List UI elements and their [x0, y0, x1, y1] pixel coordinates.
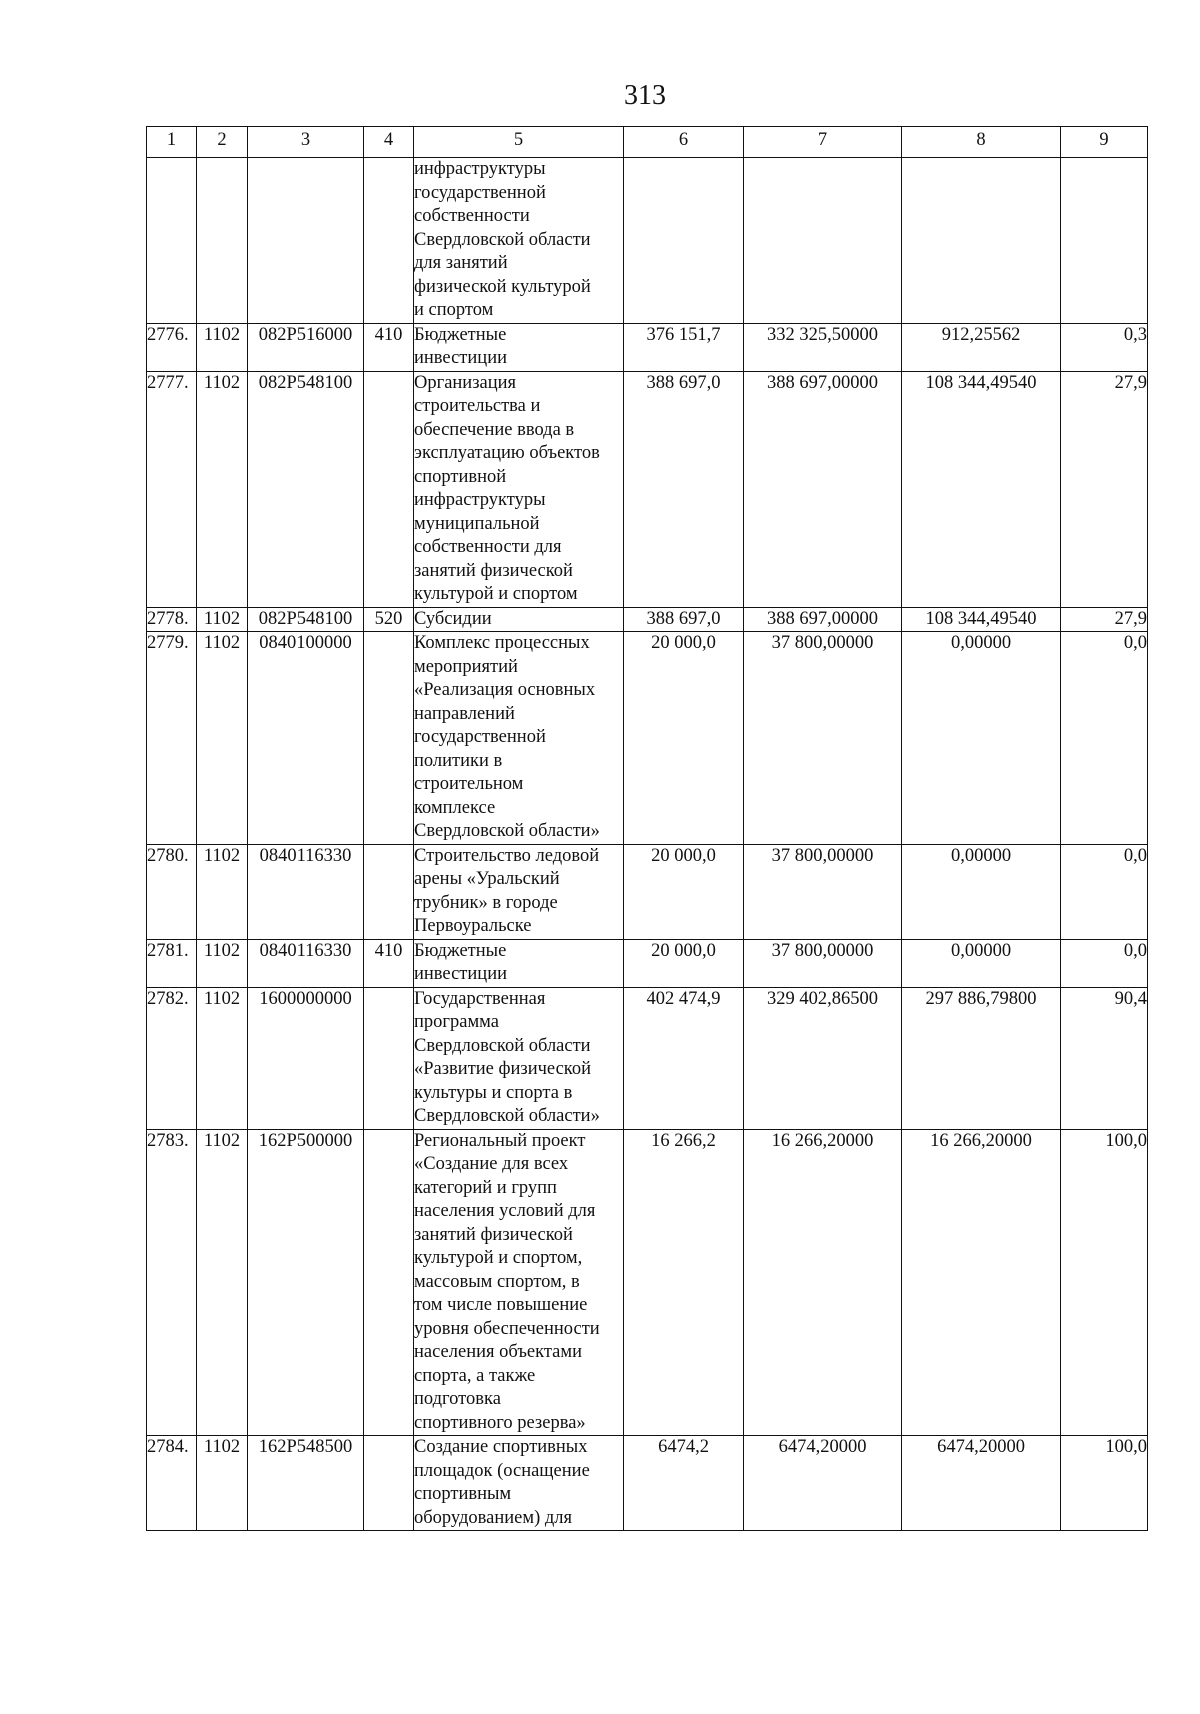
column-header: 6: [624, 127, 744, 158]
item-name-line: Субсидии: [414, 608, 492, 629]
column-header: 8: [902, 127, 1061, 158]
item-name-line: Государственная: [414, 988, 546, 1009]
item-name-line: эксплуатацию объектов: [414, 443, 600, 463]
item-name-line: собственности для: [414, 537, 562, 557]
executed-amount-cell: 16 266,20000: [902, 1129, 1061, 1436]
execution-percent-cell: [1061, 158, 1148, 324]
expense-type-cell: [364, 1436, 414, 1531]
item-name-line: культуры и спорта в: [414, 1082, 573, 1103]
item-name-line: «Развитие физической: [414, 1059, 591, 1079]
row-number-cell: 2780.: [147, 844, 197, 939]
table-row: [147, 158, 1148, 324]
expense-type-cell: [364, 844, 414, 939]
revised-amount-cell: 37 800,00000: [744, 844, 902, 939]
item-name-line: «Создание для всех: [414, 1154, 569, 1174]
revised-amount-cell: 37 800,00000: [744, 632, 902, 845]
item-name-line: программа: [414, 1012, 499, 1032]
execution-percent-cell: 0,0: [1061, 939, 1148, 987]
planned-amount-cell: 20 000,0: [624, 632, 744, 845]
item-name-line: инфраструктуры: [414, 159, 546, 179]
table-row: [147, 844, 1148, 939]
item-name-line: занятий физической: [414, 1224, 573, 1245]
expense-type-cell: [364, 371, 414, 607]
item-name-line: обеспечение ввода в: [414, 419, 575, 440]
item-name-line: инвестиции: [414, 348, 507, 368]
section-code-cell: 1102: [197, 632, 248, 845]
item-name-cell: [414, 607, 624, 632]
table-row: [147, 371, 1148, 607]
expense-type-cell: 410: [364, 323, 414, 371]
revised-amount-cell: 332 325,50000: [744, 323, 902, 371]
item-name-line: занятий физической: [414, 560, 573, 581]
revised-amount-cell: 388 697,00000: [744, 607, 902, 632]
column-header: 4: [364, 127, 414, 158]
item-name-line: том числе повышение: [414, 1295, 588, 1315]
execution-percent-cell: 100,0: [1061, 1436, 1148, 1531]
executed-amount-cell: 912,25562: [902, 323, 1061, 371]
item-name-line: строительном: [414, 774, 524, 794]
item-name-line: физической культурой: [414, 276, 591, 297]
item-name-cell: [414, 844, 624, 939]
item-name-line: строительства и: [414, 396, 541, 416]
row-number-cell: 2782.: [147, 987, 197, 1129]
section-code-cell: [197, 158, 248, 324]
target-code-cell: 0840100000: [248, 632, 364, 845]
item-name-line: «Реализация основных: [414, 680, 596, 700]
item-name-line: Комплекс процессных: [414, 633, 590, 653]
item-name-line: Первоуральске: [414, 916, 532, 936]
row-number-cell: 2783.: [147, 1129, 197, 1436]
target-code-cell: 082P516000: [248, 323, 364, 371]
item-name-line: политики в: [414, 750, 503, 771]
row-number-cell: 2779.: [147, 632, 197, 845]
item-name-line: Свердловской области: [414, 229, 591, 250]
item-name-line: государственной: [414, 727, 546, 747]
item-name-line: комплексе: [414, 797, 496, 818]
target-code-cell: 1600000000: [248, 987, 364, 1129]
executed-amount-cell: [902, 158, 1061, 324]
row-number-cell: 2784.: [147, 1436, 197, 1531]
revised-amount-cell: 6474,20000: [744, 1436, 902, 1531]
item-name-line: Свердловской области: [414, 1035, 591, 1056]
item-name-line: Организация: [414, 372, 517, 393]
execution-percent-cell: 0,3: [1061, 323, 1148, 371]
executed-amount-cell: 6474,20000: [902, 1436, 1061, 1531]
table-row: [147, 607, 1148, 632]
table-row: [147, 987, 1148, 1129]
item-name-line: Бюджетные: [414, 940, 507, 961]
section-code-cell: 1102: [197, 1129, 248, 1436]
item-name-line: спорта, а также: [414, 1365, 536, 1386]
execution-percent-cell: 27,9: [1061, 371, 1148, 607]
execution-percent-cell: 90,4: [1061, 987, 1148, 1129]
executed-amount-cell: 297 886,79800: [902, 987, 1061, 1129]
executed-amount-cell: 0,00000: [902, 939, 1061, 987]
item-name-line: Свердловской области»: [414, 1106, 600, 1126]
planned-amount-cell: 20 000,0: [624, 844, 744, 939]
target-code-cell: 162P548500: [248, 1436, 364, 1531]
item-name-line: и спортом: [414, 300, 494, 320]
column-header: 5: [414, 127, 624, 158]
executed-amount-cell: 108 344,49540: [902, 371, 1061, 607]
table-row: [147, 1436, 1148, 1531]
revised-amount-cell: 37 800,00000: [744, 939, 902, 987]
section-code-cell: 1102: [197, 844, 248, 939]
table-row: [147, 939, 1148, 987]
item-name-cell: [414, 939, 624, 987]
target-code-cell: [248, 158, 364, 324]
executed-amount-cell: 108 344,49540: [902, 607, 1061, 632]
target-code-cell: 082P548100: [248, 371, 364, 607]
budget-table: [146, 126, 1148, 1531]
revised-amount-cell: 388 697,00000: [744, 371, 902, 607]
column-header: 7: [744, 127, 902, 158]
column-header: 3: [248, 127, 364, 158]
item-name-line: Строительство ледовой: [414, 845, 600, 866]
planned-amount-cell: 388 697,0: [624, 607, 744, 632]
expense-type-cell: [364, 987, 414, 1129]
executed-amount-cell: 0,00000: [902, 632, 1061, 845]
column-header: 1: [147, 127, 197, 158]
row-number-cell: 2781.: [147, 939, 197, 987]
item-name-cell: [414, 158, 624, 324]
item-name-line: Создание спортивных: [414, 1437, 588, 1457]
item-name-line: культурой и спортом,: [414, 1248, 583, 1268]
expense-type-cell: [364, 1129, 414, 1436]
item-name-line: муниципальной: [414, 513, 540, 534]
row-number-cell: [147, 158, 197, 324]
item-name-line: спортивной: [414, 466, 507, 487]
item-name-cell: [414, 1436, 624, 1531]
table-body: [147, 158, 1148, 1531]
item-name-line: Региональный проект: [414, 1130, 586, 1151]
row-number-cell: 2777.: [147, 371, 197, 607]
item-name-line: Бюджетные: [414, 324, 507, 345]
item-name-line: массовым спортом, в: [414, 1271, 580, 1292]
item-name-cell: [414, 1129, 624, 1436]
item-name-line: государственной: [414, 182, 546, 203]
expense-type-cell: 410: [364, 939, 414, 987]
planned-amount-cell: 402 474,9: [624, 987, 744, 1129]
section-code-cell: 1102: [197, 987, 248, 1129]
target-code-cell: 0840116330: [248, 844, 364, 939]
column-header: 2: [197, 127, 248, 158]
item-name-line: инфраструктуры: [414, 490, 546, 510]
execution-percent-cell: 0,0: [1061, 632, 1148, 845]
planned-amount-cell: 6474,2: [624, 1436, 744, 1531]
item-name-cell: [414, 371, 624, 607]
target-code-cell: 082P548100: [248, 607, 364, 632]
section-code-cell: 1102: [197, 371, 248, 607]
section-code-cell: 1102: [197, 323, 248, 371]
revised-amount-cell: 16 266,20000: [744, 1129, 902, 1436]
item-name-line: собственности: [414, 206, 530, 226]
section-code-cell: 1102: [197, 607, 248, 632]
item-name-line: направлений: [414, 703, 515, 724]
planned-amount-cell: 16 266,2: [624, 1129, 744, 1436]
table-row: [147, 1129, 1148, 1436]
execution-percent-cell: 100,0: [1061, 1129, 1148, 1436]
execution-percent-cell: 0,0: [1061, 844, 1148, 939]
item-name-line: оборудованием) для: [414, 1507, 573, 1528]
planned-amount-cell: 388 697,0: [624, 371, 744, 607]
section-code-cell: 1102: [197, 939, 248, 987]
header-row: [147, 127, 1148, 158]
item-name-line: для занятий: [414, 253, 508, 273]
item-name-line: населения условий для: [414, 1201, 596, 1221]
table-row: [147, 323, 1148, 371]
item-name-line: спортивного резерва»: [414, 1412, 586, 1433]
item-name-line: категорий и групп: [414, 1177, 557, 1198]
item-name-line: инвестиции: [414, 964, 507, 984]
item-name-cell: [414, 323, 624, 371]
item-name-line: площадок (оснащение: [414, 1460, 590, 1481]
page-number: 313: [624, 80, 666, 111]
item-name-line: культурой и спортом: [414, 584, 578, 604]
execution-percent-cell: 27,9: [1061, 607, 1148, 632]
planned-amount-cell: 20 000,0: [624, 939, 744, 987]
item-name-line: населения объектами: [414, 1342, 582, 1362]
section-code-cell: 1102: [197, 1436, 248, 1531]
expense-type-cell: [364, 158, 414, 324]
table-row: [147, 632, 1148, 845]
item-name-line: подготовка: [414, 1389, 501, 1409]
item-name-line: трубник» в городе: [414, 892, 558, 913]
row-number-cell: 2778.: [147, 607, 197, 632]
expense-type-cell: 520: [364, 607, 414, 632]
planned-amount-cell: 376 151,7: [624, 323, 744, 371]
column-header: 9: [1061, 127, 1148, 158]
item-name-cell: [414, 632, 624, 845]
item-name-line: уровня обеспеченности: [414, 1318, 600, 1339]
item-name-line: спортивным: [414, 1484, 512, 1504]
executed-amount-cell: 0,00000: [902, 844, 1061, 939]
row-number-cell: 2776.: [147, 323, 197, 371]
planned-amount-cell: [624, 158, 744, 324]
item-name-line: Свердловской области»: [414, 821, 600, 841]
item-name-line: мероприятий: [414, 656, 518, 677]
item-name-cell: [414, 987, 624, 1129]
expense-type-cell: [364, 632, 414, 845]
target-code-cell: 0840116330: [248, 939, 364, 987]
revised-amount-cell: 329 402,86500: [744, 987, 902, 1129]
item-name-line: арены «Уральский: [414, 869, 560, 889]
revised-amount-cell: [744, 158, 902, 324]
target-code-cell: 162P500000: [248, 1129, 364, 1436]
